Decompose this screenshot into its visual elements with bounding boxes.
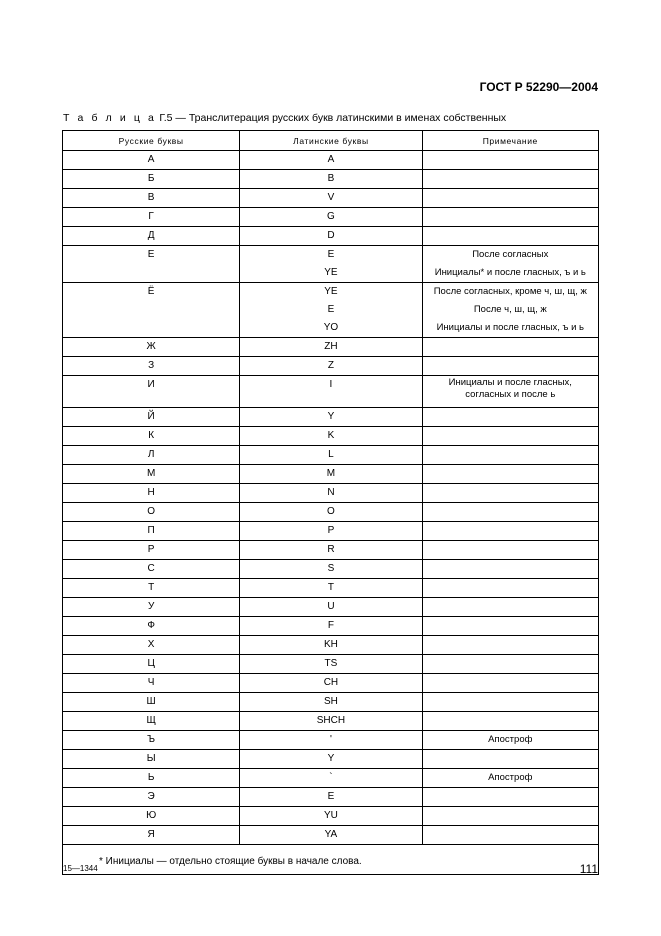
note-text (423, 693, 598, 711)
latin-letter: U (327, 601, 335, 612)
russian-letter: Д (147, 230, 155, 241)
note-cell (422, 189, 598, 208)
note-cell (422, 446, 598, 465)
russian-letter: Ж (146, 341, 156, 352)
note-text (423, 484, 598, 502)
table-row (63, 636, 599, 655)
latin-letter: A (327, 154, 335, 165)
latin-letter: ` (329, 772, 333, 783)
russian-letter-cell (63, 636, 240, 655)
note-text (423, 357, 598, 375)
russian-letter: С (147, 563, 155, 574)
table-row (63, 750, 599, 769)
note-text (423, 788, 598, 806)
russian-letter-cell (63, 408, 240, 427)
latin-letter-cell (240, 598, 422, 617)
latin-letter-cell (240, 170, 422, 189)
russian-letter-cell (63, 189, 240, 208)
table-row (63, 598, 599, 617)
russian-letter-cell (63, 227, 240, 246)
latin-letter: R (327, 544, 335, 555)
latin-letter: O (327, 506, 335, 517)
russian-letter: Ц (147, 658, 155, 669)
russian-letter: Щ (146, 715, 156, 726)
note-text (423, 503, 598, 521)
note-cell (422, 357, 598, 376)
russian-letter: Ш (146, 696, 156, 707)
column-header-russian: Русские буквы (63, 131, 240, 151)
russian-letter: Л (147, 449, 155, 460)
latin-letter-cell (240, 731, 422, 750)
note-text: После ч, ш, щ, ж (473, 304, 547, 315)
table-row (63, 807, 599, 826)
note-text (423, 446, 598, 464)
table-row (63, 826, 599, 845)
latin-letter: E (327, 791, 335, 802)
table-caption (63, 112, 506, 124)
latin-letter: TS (324, 658, 338, 669)
latin-letter: ' (329, 734, 332, 745)
note-text (423, 170, 598, 188)
latin-letter: L (328, 449, 334, 460)
table-row (63, 503, 599, 522)
table-row (63, 769, 599, 788)
note-cell (422, 376, 598, 408)
russian-letter: З (148, 360, 155, 371)
latin-letter-cell (240, 338, 422, 357)
latin-letter-cell (240, 283, 422, 338)
russian-letter: М (146, 468, 156, 479)
russian-letter-cell (63, 484, 240, 503)
russian-letter-cell (63, 246, 240, 283)
russian-letter: Ф (147, 620, 155, 631)
latin-letter: S (327, 563, 335, 574)
note-cell (422, 503, 598, 522)
latin-letter: V (327, 192, 335, 203)
latin-letter-cell (240, 541, 422, 560)
note-cell (422, 598, 598, 617)
note-text (423, 826, 598, 844)
latin-letter-cell (240, 151, 422, 170)
latin-letter: E (327, 304, 335, 315)
note-cell (422, 338, 598, 357)
latin-letter-cell (240, 750, 422, 769)
note-text (423, 655, 598, 673)
table-row (63, 674, 599, 693)
note-cell (422, 712, 598, 731)
note-text (423, 636, 598, 654)
note-cell (422, 151, 598, 170)
note-cell (422, 750, 598, 769)
russian-letter: Ч (147, 677, 155, 688)
note-text (423, 465, 598, 483)
latin-letter-cell (240, 246, 422, 283)
table-row (63, 151, 599, 170)
latin-letter: P (327, 525, 335, 536)
note-cell (422, 826, 598, 845)
latin-letter: ZH (324, 341, 338, 352)
note-text: После согласных (472, 249, 549, 260)
note-text (423, 189, 598, 207)
latin-letter: Y (327, 753, 335, 764)
note-text (423, 208, 598, 226)
russian-letter: Ь (147, 772, 155, 783)
russian-letter-cell (63, 731, 240, 750)
page-number: 111 (579, 862, 598, 876)
note-cell (422, 560, 598, 579)
russian-letter-cell (63, 693, 240, 712)
table-row (63, 283, 599, 338)
latin-letter: G (327, 211, 335, 222)
russian-letter-cell (63, 357, 240, 376)
table-row (63, 376, 599, 408)
russian-letter-cell (63, 283, 240, 338)
russian-letter-cell (63, 208, 240, 227)
russian-letter-cell (63, 560, 240, 579)
latin-letter-cell (240, 376, 422, 408)
print-code: 15—1344 (63, 864, 98, 873)
note-text (423, 750, 598, 768)
russian-letter-cell (63, 376, 240, 408)
table-body (63, 151, 599, 845)
note-text: согласных и после ь (465, 389, 556, 400)
table-row (63, 170, 599, 189)
russian-letter: О (147, 506, 156, 517)
note-text (423, 560, 598, 578)
note-text (423, 338, 598, 356)
russian-letter: Я (147, 829, 155, 840)
note-text: Инициалы* и после гласных, ъ и ь (434, 267, 586, 278)
note-cell (422, 617, 598, 636)
latin-letter: N (327, 487, 335, 498)
latin-letter-cell (240, 674, 422, 693)
note-cell (422, 731, 598, 750)
russian-letter-cell (63, 598, 240, 617)
note-cell (422, 484, 598, 503)
table-row (63, 465, 599, 484)
table-row (63, 408, 599, 427)
note-cell (422, 208, 598, 227)
latin-letter: YA (324, 829, 338, 840)
latin-letter-cell (240, 227, 422, 246)
table-row (63, 357, 599, 376)
russian-letter: Ю (146, 810, 157, 821)
latin-letter-cell (240, 357, 422, 376)
latin-letter: YE (324, 286, 338, 297)
note-cell (422, 674, 598, 693)
note-text: Апостроф (488, 772, 533, 783)
latin-letter: SH (323, 696, 338, 707)
note-cell (422, 522, 598, 541)
column-header-note: Примечание (422, 131, 598, 151)
table-row (63, 189, 599, 208)
latin-letter-cell (240, 208, 422, 227)
latin-letter: CH (323, 677, 339, 688)
latin-letter: K (327, 430, 335, 441)
table-row (63, 227, 599, 246)
footnote-row (63, 845, 599, 875)
note-text (423, 598, 598, 616)
latin-letter-cell (240, 484, 422, 503)
latin-letter-cell (240, 826, 422, 845)
table-row (63, 446, 599, 465)
latin-letter-cell (240, 446, 422, 465)
latin-letter-cell (240, 636, 422, 655)
russian-letter: К (148, 430, 155, 441)
table-row (63, 655, 599, 674)
russian-letter: П (147, 525, 155, 536)
note-cell (422, 769, 598, 788)
latin-letter: F (327, 620, 334, 631)
russian-letter-cell (63, 826, 240, 845)
russian-letter-cell (63, 151, 240, 170)
column-header-latin: Латинские буквы (240, 131, 422, 151)
latin-letter: M (326, 468, 336, 479)
russian-letter: И (147, 379, 155, 390)
note-text (423, 427, 598, 445)
russian-letter: Б (147, 173, 155, 184)
latin-letter: KH (323, 639, 338, 650)
russian-letter-cell (63, 674, 240, 693)
table-row (63, 731, 599, 750)
latin-letter-cell (240, 427, 422, 446)
latin-letter: YE (324, 267, 338, 278)
latin-letter-cell (240, 788, 422, 807)
note-cell (422, 427, 598, 446)
russian-letter-cell (63, 750, 240, 769)
note-cell (422, 655, 598, 674)
russian-letter-cell (63, 579, 240, 598)
note-cell (422, 465, 598, 484)
note-cell (422, 283, 598, 338)
latin-letter-cell (240, 189, 422, 208)
note-text: Инициалы и после гласных, ъ и ь (436, 322, 584, 333)
russian-letter-cell (63, 655, 240, 674)
table-row (63, 208, 599, 227)
note-text (423, 151, 598, 169)
latin-letter: D (327, 230, 335, 241)
latin-letter: Y (327, 411, 335, 422)
table-row (63, 788, 599, 807)
russian-letter: У (147, 601, 155, 612)
footnote: * Инициалы — отдельно стоящие буквы в начале слова. (63, 845, 599, 875)
note-cell (422, 246, 598, 283)
russian-letter-cell (63, 338, 240, 357)
note-cell (422, 636, 598, 655)
russian-letter-cell (63, 788, 240, 807)
table-header-row (63, 131, 599, 151)
russian-letter: Р (147, 544, 155, 555)
latin-letter-cell (240, 408, 422, 427)
russian-letter: Э (147, 791, 155, 802)
russian-letter: Е (147, 249, 155, 260)
table-row (63, 712, 599, 731)
russian-letter-cell (63, 712, 240, 731)
caption-text: Г.5 — Транслитерация русских букв латинскими в именах собственных (159, 112, 507, 124)
table-row (63, 541, 599, 560)
note-text (423, 807, 598, 825)
latin-letter: B (327, 173, 335, 184)
latin-letter-cell (240, 560, 422, 579)
table-row (63, 617, 599, 636)
russian-letter: Х (147, 639, 155, 650)
russian-letter-cell (63, 807, 240, 826)
russian-letter: Н (147, 487, 155, 498)
note-text: Апостроф (488, 734, 533, 745)
note-text (423, 674, 598, 692)
russian-letter-cell (63, 170, 240, 189)
russian-letter-cell (63, 446, 240, 465)
note-text (423, 579, 598, 597)
russian-letter-cell (63, 541, 240, 560)
latin-letter-cell (240, 807, 422, 826)
latin-letter: Z (327, 360, 334, 371)
latin-letter-cell (240, 503, 422, 522)
note-cell (422, 693, 598, 712)
note-text: Инициалы и после гласных, (448, 377, 572, 388)
russian-letter-cell (63, 617, 240, 636)
table-row (63, 560, 599, 579)
document-code: ГОСТ Р 52290—2004 (479, 80, 598, 94)
russian-letter-cell (63, 769, 240, 788)
table-row (63, 522, 599, 541)
note-cell (422, 579, 598, 598)
russian-letter-cell (63, 427, 240, 446)
russian-letter: Т (148, 582, 155, 593)
russian-letter-cell (63, 522, 240, 541)
russian-letter: В (147, 192, 155, 203)
note-text (423, 617, 598, 635)
russian-letter: А (147, 154, 155, 165)
table-row (63, 693, 599, 712)
latin-letter-cell (240, 465, 422, 484)
russian-letter: Г (148, 211, 154, 222)
russian-letter-cell (63, 503, 240, 522)
russian-letter-cell (63, 465, 240, 484)
note-text (423, 522, 598, 540)
latin-letter: SHCH (316, 715, 346, 726)
table-row (63, 338, 599, 357)
latin-letter: I (329, 379, 333, 390)
note-cell (422, 170, 598, 189)
russian-letter: Ы (146, 753, 156, 764)
note-text (423, 541, 598, 559)
latin-letter: E (327, 249, 335, 260)
note-cell (422, 227, 598, 246)
table-row (63, 484, 599, 503)
table-row (63, 579, 599, 598)
latin-letter-cell (240, 522, 422, 541)
table-row (63, 427, 599, 446)
latin-letter: T (327, 582, 334, 593)
russian-letter: Ъ (147, 734, 156, 745)
note-text (423, 227, 598, 245)
latin-letter-cell (240, 617, 422, 636)
latin-letter: YU (323, 810, 338, 821)
latin-letter-cell (240, 579, 422, 598)
table-row (63, 246, 599, 283)
note-cell (422, 541, 598, 560)
latin-letter-cell (240, 712, 422, 731)
note-cell (422, 807, 598, 826)
caption-label: Т а б л и ц а (63, 112, 157, 124)
latin-letter-cell (240, 655, 422, 674)
russian-letter: Й (147, 411, 155, 422)
note-cell (422, 408, 598, 427)
russian-letter: Ё (147, 286, 155, 297)
note-text (423, 408, 598, 426)
note-text (423, 712, 598, 730)
latin-letter-cell (240, 769, 422, 788)
note-text: После согласных, кроме ч, ш, щ, ж (433, 286, 587, 297)
note-cell (422, 788, 598, 807)
latin-letter-cell (240, 693, 422, 712)
latin-letter: YO (323, 322, 339, 333)
transliteration-table (62, 130, 599, 875)
